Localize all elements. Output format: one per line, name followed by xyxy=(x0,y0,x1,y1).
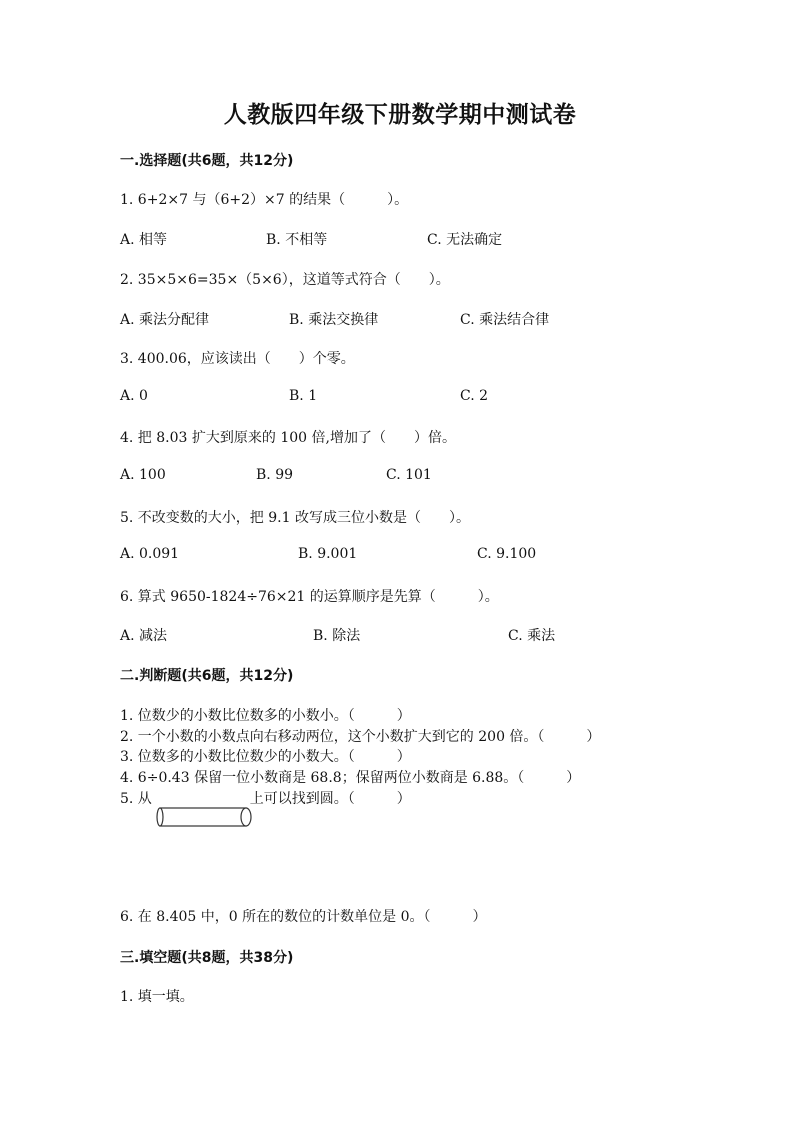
choice-5-option-c: C. 9.100 xyxy=(477,546,537,562)
choice-4-option-a: A. 100 xyxy=(120,467,166,483)
choice-question-3: 3. 400.06，应该读出（ ）个零。 xyxy=(120,351,355,367)
choice-question-2: 2. 35×5×6=35×（5×6），这道等式符合（ ）。 xyxy=(120,272,450,288)
choice-2-option-c: C. 乘法结合律 xyxy=(460,312,550,328)
choice-6-option-a: A. 减法 xyxy=(120,628,168,644)
judge-question-4: 4. 6÷0.43 保留一位小数商是 68.8；保留两位小数商是 6.88。（ ） xyxy=(120,770,581,786)
section-judge-heading: 二.判断题(共6题，共12分) xyxy=(120,668,294,684)
choice-1-option-a: A. 相等 xyxy=(120,232,168,248)
choice-question-4: 4. 把 8.03 扩大到原来的 100 倍,增加了（ ）倍。 xyxy=(120,430,456,446)
judge-question-6: 6. 在 8.405 中，0 所在的数位的计数单位是 0。（ ） xyxy=(120,909,487,925)
choice-2-option-a: A. 乘法分配律 xyxy=(120,312,210,328)
judge-question-3: 3. 位数多的小数比位数少的小数大。（ ） xyxy=(120,749,411,765)
choice-3-option-b: B. 1 xyxy=(289,388,318,404)
choice-4-option-c: C. 101 xyxy=(386,467,432,483)
judge-question-2: 2. 一个小数的小数点向右移动两位，这个小数扩大到它的 200 倍。（ ） xyxy=(120,729,601,745)
choice-question-1: 1. 6+2×7 与（6+2）×7 的结果（ ）。 xyxy=(120,192,409,208)
choice-5-option-b: B. 9.001 xyxy=(298,546,358,562)
choice-3-option-c: C. 2 xyxy=(460,388,489,404)
choice-6-option-b: B. 除法 xyxy=(313,628,361,644)
choice-question-6: 6. 算式 9650-1824÷76×21 的运算顺序是先算（ ）。 xyxy=(120,589,499,605)
choice-6-option-c: C. 乘法 xyxy=(508,628,556,644)
choice-1-option-b: B. 不相等 xyxy=(266,232,328,248)
judge-question-5: 5. 从 上可以找到圆。（ ） xyxy=(120,791,411,807)
choice-5-option-a: A. 0.091 xyxy=(120,546,180,562)
section-fill-heading: 三.填空题(共8题，共38分) xyxy=(120,950,294,966)
page-title: 人教版四年级下册数学期中测试卷 xyxy=(223,101,577,128)
choice-3-option-a: A. 0 xyxy=(120,388,148,404)
choice-1-option-c: C. 无法确定 xyxy=(427,232,503,248)
choice-2-option-b: B. 乘法交换律 xyxy=(289,312,379,328)
section-choice-heading: 一.选择题(共6题，共12分) xyxy=(120,153,294,169)
fill-question-1: 1. 填一填。 xyxy=(120,989,194,1005)
choice-4-option-b: B. 99 xyxy=(256,467,294,483)
choice-question-5: 5. 不改变数的大小，把 9.1 改写成三位小数是（ ）。 xyxy=(120,510,470,526)
judge-question-1: 1. 位数少的小数比位数多的小数小。（ ） xyxy=(120,708,411,724)
cylinder-figure xyxy=(155,806,253,828)
